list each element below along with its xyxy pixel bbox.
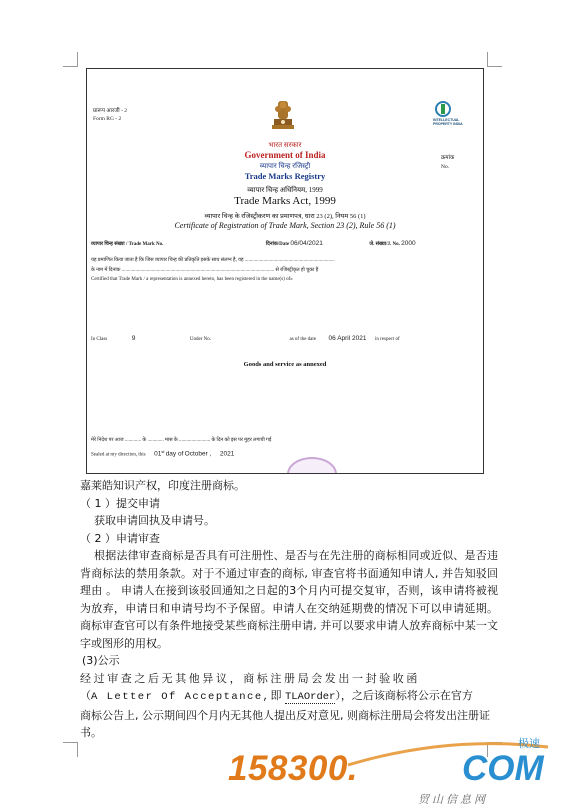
section-3-heading: (3)公示 bbox=[82, 654, 120, 667]
journal-label: जे. संख्या/J. No. bbox=[369, 242, 400, 247]
official-seal bbox=[287, 457, 337, 474]
hindi-government: भारत सरकार bbox=[268, 141, 302, 149]
national-emblem-icon bbox=[269, 99, 297, 137]
sealed-day-of: day of bbox=[165, 450, 184, 458]
trade-marks-registry: Trade Marks Registry bbox=[244, 171, 326, 181]
sealed-day-suffix: st bbox=[161, 449, 165, 454]
section-3-line-b bbox=[80, 687, 498, 707]
in-respect-of-label: in respect of bbox=[374, 337, 400, 342]
watermark-com: COM bbox=[462, 749, 544, 788]
journal-value: 2000 bbox=[401, 240, 416, 247]
ji-char: 即 bbox=[270, 689, 282, 702]
ipi-logo-text: INTELLECTUAL PROPERTY INDIA bbox=[433, 118, 463, 126]
hindi-registry: व्यापार चिन्ह रजिस्ट्री bbox=[259, 162, 311, 170]
section-1-text: 获取申请回执及申请号。 bbox=[94, 514, 215, 527]
sealed-year: 2021 bbox=[219, 450, 235, 458]
letter-of-acceptance: A Letter Of Acceptance, bbox=[91, 691, 271, 703]
certify-english-line: Certified that Trade Mark / a representation is annexed hereto, has been registered in the name(s) of» bbox=[91, 277, 293, 282]
class-value: 9 bbox=[131, 335, 136, 342]
paren-open: （ bbox=[80, 689, 91, 702]
class-row bbox=[91, 335, 400, 342]
sealed-month: October , bbox=[184, 450, 212, 458]
class-label: In Class bbox=[91, 337, 108, 342]
certificate-title: Certificate of Registration of Trade Mark, Section 23 (2), Rule 56 (1) bbox=[174, 221, 396, 230]
date-label: दिनांक/Date bbox=[265, 242, 290, 247]
certify-hindi-line-2: के नाम में दिनांक .......................................................................................................................... से रजिस्ट्रीकृत हो चुका है bbox=[91, 268, 319, 273]
tla-order: TLAOrder bbox=[284, 691, 336, 703]
goods-and-service: Goods and service as annexed bbox=[243, 361, 327, 368]
serial-label-english: No. bbox=[441, 164, 450, 170]
form-code-english: Form RG - 2 bbox=[93, 116, 122, 122]
tm-number-label: व्यापार चिन्ह संख्या / Trade Mark No. bbox=[91, 242, 164, 247]
trade-marks-act: Trade Marks Act, 1999 bbox=[234, 195, 336, 207]
watermark-site-name: 贸山信息网 bbox=[418, 793, 488, 806]
sealed-prefix: Sealed at my direction, this bbox=[91, 452, 146, 458]
registration-date-value: 06 April 2021 bbox=[328, 335, 367, 342]
form-code bbox=[93, 107, 127, 123]
date-value: 06/04/2021 bbox=[290, 240, 323, 247]
crop-mark-top-left bbox=[63, 52, 78, 67]
crop-mark-bottom-left bbox=[63, 742, 78, 757]
watermark-jisu: 极速 bbox=[518, 737, 540, 750]
crop-mark-top-right bbox=[487, 52, 502, 67]
as-of-date-label: as of the date bbox=[289, 337, 317, 342]
section-3-line-a: 经过审查之后无其他异议，商标注册局会发出一封验收函 bbox=[80, 671, 420, 685]
section-3-line-c: 商标公告上, 公示期间四个月内无其他人提出反对意见, 则商标注册局会将发出注册证书。 bbox=[80, 708, 490, 739]
trademark-certificate-image bbox=[86, 68, 484, 474]
rule-hindi: व्यापार चिन्ह के रजिस्ट्रीकरण का प्रमाणपत्र, धारा 23 (2), नियम 56 (1) bbox=[204, 213, 366, 220]
serial-label-hindi: क्रमांक bbox=[441, 155, 455, 161]
certify-hindi-line-1: यह प्रमाणित किया जाता है कि जिस व्यापार चिन्ह की प्रतिकृति इसके साथ संलग्न है, वह ........................................................................ bbox=[91, 258, 335, 263]
under-number-label: Under No. bbox=[189, 337, 211, 342]
section-1-heading: （ 1 ）提交申请 bbox=[80, 496, 160, 510]
watermark-number: 158300. bbox=[228, 749, 359, 788]
section-2-text: 根据法律审查商标是否具有可注册性、是否与在先注册的商标相同或近似、是否违背商标法的禁用条款。对于不通过审查的商标, 审查官将书面通知申请人, 并告知驳回理由 。 申请人在接到该驳回通知之日起的3个月内可提交复审，否则，该申请将被视为放弃，申请日和申请号均不予保留。申请人在交纳延期费的情况下可以申请延期。 商标审查官可以有条件地接受某些商标注册申请, 并可以要求申请人放弃商标中某一文字或图形的用权。 bbox=[80, 549, 498, 650]
tm-number-row bbox=[91, 240, 416, 247]
sealed-hindi-line: मेरे निदेश पर आज ............. के ............. मास के ......................... के दिन को इस पर मुहर लगायी गई bbox=[91, 438, 272, 443]
document-body bbox=[80, 477, 498, 742]
sealed-day: 01 bbox=[154, 450, 162, 458]
sealed-english-row bbox=[91, 449, 234, 458]
intellectual-property-india-logo bbox=[433, 101, 475, 139]
site-watermark bbox=[228, 735, 558, 810]
section-3-line-b-rest: ），之后该商标将公示在官方 bbox=[335, 689, 473, 702]
form-code-hindi: प्रारूप आरजी - 2 bbox=[93, 108, 128, 114]
intro-line: 嘉莱皓知识产权，印度注册商标。 bbox=[80, 479, 245, 492]
act-hindi: व्यापार चिन्ह अधिनियम, 1999 bbox=[247, 186, 323, 194]
section-2-heading: （ 2 ）申请审查 bbox=[80, 531, 160, 545]
government-of-india: Government of India bbox=[244, 150, 326, 160]
